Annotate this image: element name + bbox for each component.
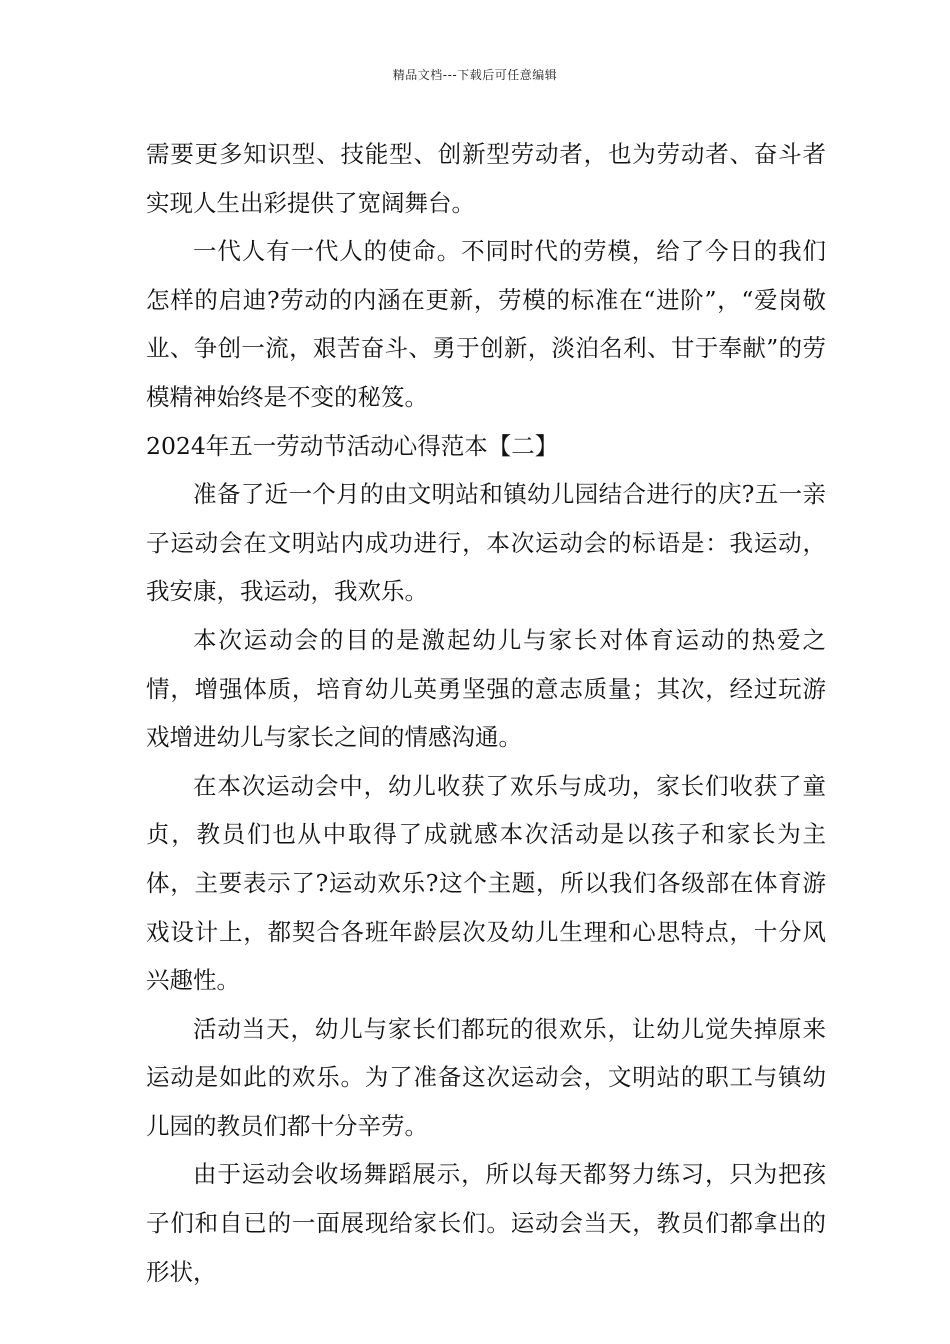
section-title: 2024年五一劳动节活动心得范本【二】 bbox=[146, 431, 559, 460]
paragraph-continuation: 需要更多知识型、技能型、创新型劳动者，也为劳动者、奋斗者实现人生出彩提供了宽阔舞台。 bbox=[146, 140, 826, 217]
paragraph: 本次运动会的目的是激起幼儿与家长对体育运动的热爱之情，增强体质，培育幼儿英勇坚强的意志质量；其次，经过玩游戏增进幼儿与家长之间的情感沟通。 bbox=[146, 625, 826, 752]
paragraph: 活动当天，幼儿与家长们都玩的很欢乐，让幼儿觉失掉原来运动是如此的欢乐。为了准备这次运动会，文明站的职工与镇幼儿园的教员们都十分辛劳。 bbox=[146, 1014, 826, 1140]
paragraph: 在本次运动会中，幼儿收获了欢乐与成功，家长们收获了童贞，教员们也从中取得了成就感本次活动是以孩子和家长为主体，主要表示了?运动欢乐?这个主题，所以我们各级部在体育游戏设计上，都契合各班年龄层次及幼儿生理和心思特点，十分风兴趣性。 bbox=[146, 771, 826, 995]
paragraph: 准备了近一个月的由文明站和镇幼儿园结合进行的庆?五一亲子运动会在文明站内成功进行，本次运动会的标语是：我运动，我安康，我运动，我欢乐。 bbox=[146, 480, 826, 606]
page-header: 精品文档---下载后可任意编辑 bbox=[392, 68, 558, 82]
document-body bbox=[146, 130, 826, 1296]
paragraph: 由于运动会收场舞蹈展示，所以每天都努力练习，只为把孩子们和自已的一面展现给家长们。运动会当天，教员们都拿出的形状， bbox=[146, 1160, 826, 1286]
paragraph: 一代人有一代人的使命。不同时代的劳模，给了今日的我们怎样的启迪?劳动的内涵在更新，劳模的标准在“进阶”，“爱岗敬业、争创一流，艰苦奋斗、勇于创新，淡泊名利、甘于奉献”的劳模精神始终是不变的秘笈。 bbox=[146, 237, 826, 411]
